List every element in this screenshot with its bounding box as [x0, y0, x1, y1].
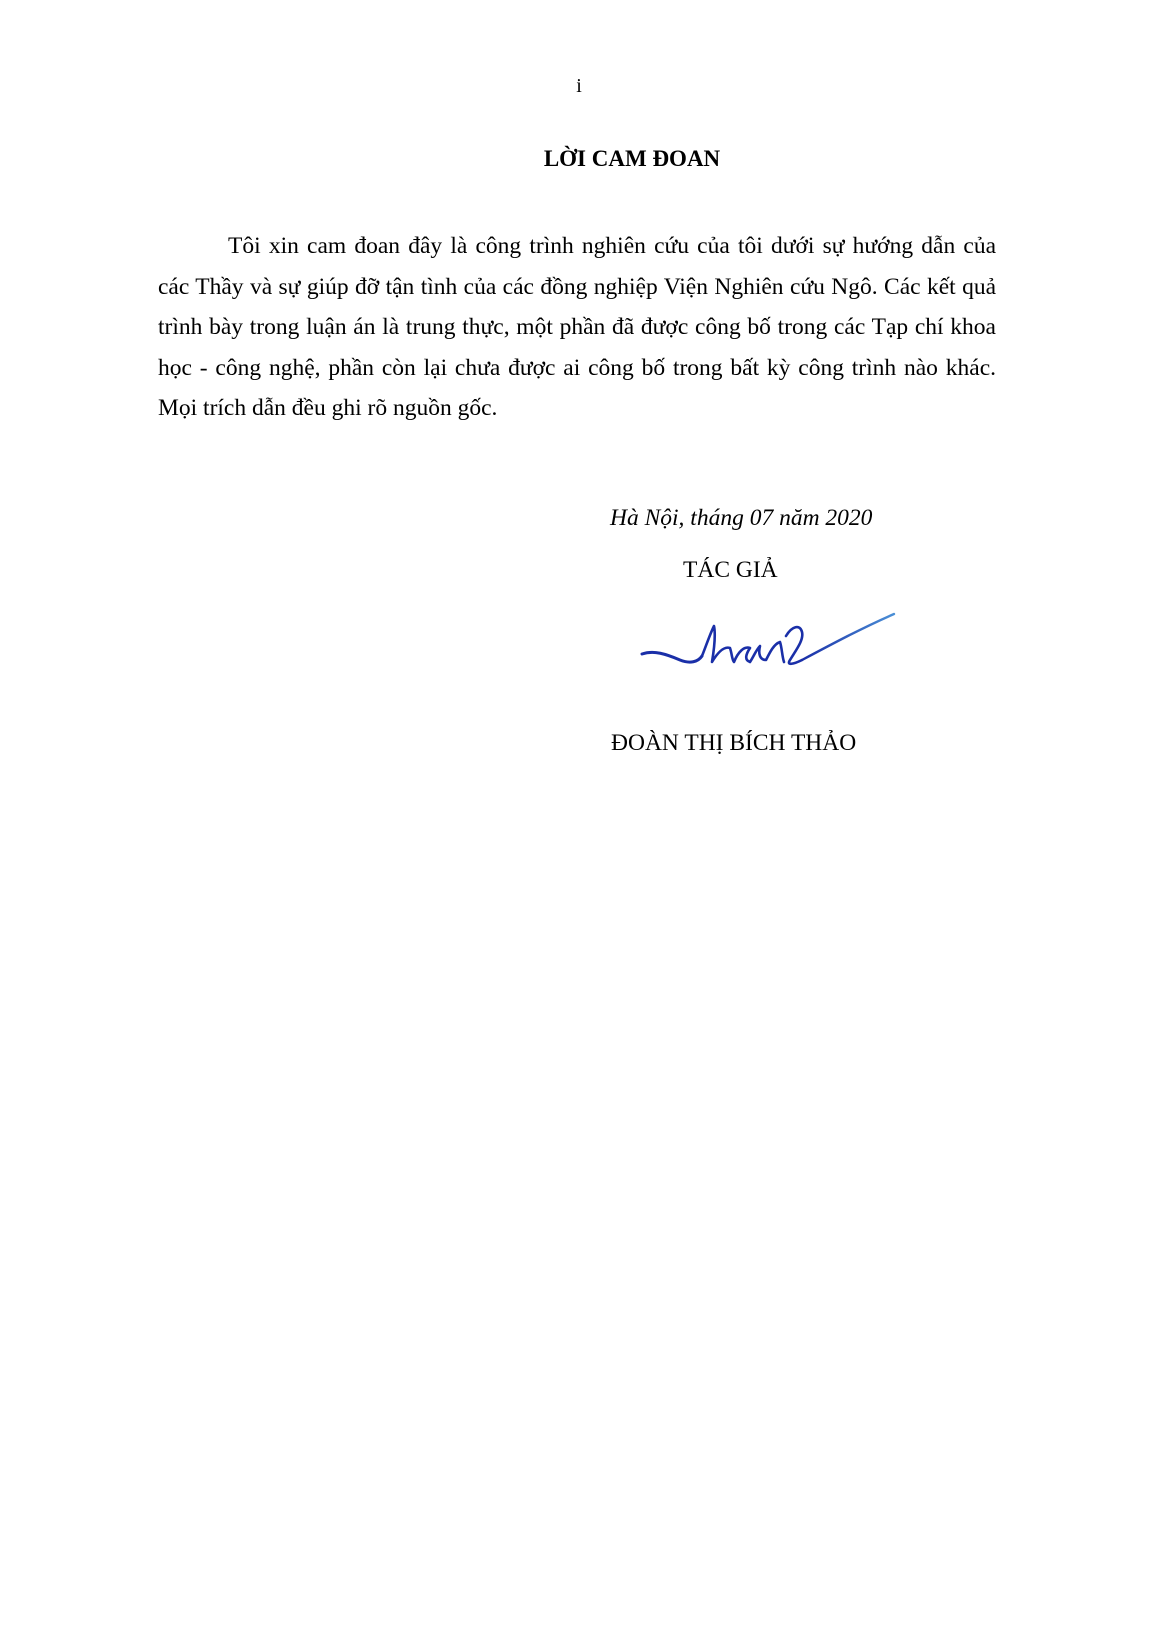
declaration-body: [158, 226, 996, 429]
signature-lead-stroke: [642, 652, 702, 662]
signature-loop: [786, 627, 802, 664]
author-name: ĐOÀN THỊ BÍCH THẢO: [611, 730, 857, 756]
place-date: Hà Nội, tháng 07 năm 2020: [610, 505, 873, 531]
signature-tail-stroke: [802, 614, 894, 660]
page-number: i: [576, 75, 582, 97]
handwritten-signature: [636, 606, 898, 676]
signature-letters: [702, 626, 784, 662]
document-title: LỜI CAM ĐOAN: [543, 146, 721, 171]
author-label: TÁC GIẢ: [683, 557, 778, 583]
declaration-paragraph: Tôi xin cam đoan đây là công trình nghiên cứu của tôi dưới sự hướng dẫn của các Thầy và sự giúp đỡ tận tình của các đồng nghiệp Viện Nghiên cứu Ngô. Các kết quả trình bày trong luận án là trung thực, một phần đã được công bố trong các Tạp chí khoa học - công nghệ, phần còn lại chưa được ai công bố trong bất kỳ công trình nào khác. Mọi trích dẫn đều ghi rõ nguồn gốc.: [158, 233, 996, 422]
